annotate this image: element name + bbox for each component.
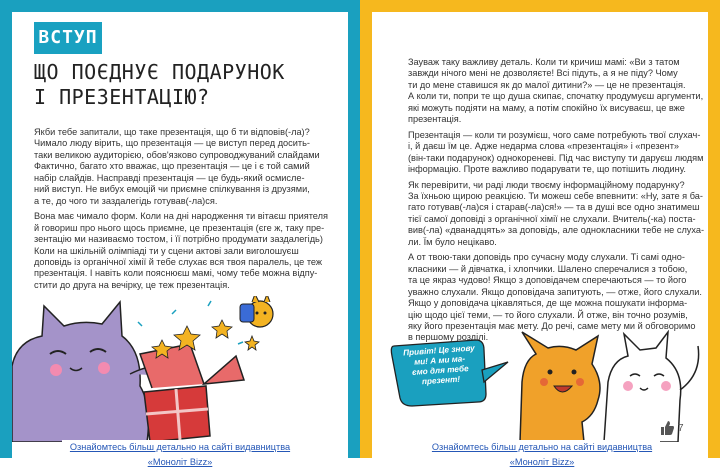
- bubble-line: Привіт! Це знову: [402, 343, 475, 358]
- text-line: Вона має чимало форм. Коли на дні народження ти вітаєш приятеля: [34, 211, 328, 222]
- text-line: набір слайдів. Насправді презентація — це будь-який осмисле-: [34, 172, 305, 183]
- section-tag: ВСТУП: [34, 22, 102, 54]
- text-line: ний виступ. Не вибух емоцій чи приємне спілкування із друзями,: [34, 184, 310, 195]
- text-line: Фактично, багато хто вважає, що презентація — це і є той самий: [34, 161, 310, 172]
- title-line-2: І ПРЕЗЕНТАЦІЮ?: [34, 85, 210, 109]
- small-cat-with-backpack: [240, 296, 273, 327]
- text-line: ли. Їм було нецікаво.: [408, 236, 497, 247]
- text-line: вив(-ла) «дванадцять» за доповідь, але однокласники тебе не слуха-: [408, 225, 705, 236]
- bubble-line: ми! А ми ма-: [413, 354, 466, 367]
- text-line: Коли на шкільній олімпіаді ти у сцени актові зали виголошуєш: [34, 245, 299, 256]
- text-line: таки великою аудиторією, обов'язково супроводжуваний слайдами: [34, 149, 320, 160]
- bubble-line: презент!: [421, 374, 461, 387]
- text-line: доповідь із органічної хімії й тебе слухає вся твоя паралель, це теж: [34, 256, 323, 267]
- text-line: уважно слухали. Якщо доповідача запитують, — отже, його слухали.: [408, 286, 702, 297]
- text-line: А коли ти, попри те що душа скипає, спочатку продумуєш аргументи,: [408, 91, 704, 102]
- text-line: і, й даєш їм це. Адже недарма слова «презентація» і «презент»: [408, 141, 680, 152]
- text-line: Якщо у доповідача цікавляться, де ще можна пошукати інформа-: [408, 298, 688, 309]
- text-line: гато готував(-ла)ся і старав(-ла)ся!» — та в душі все одно знатимеш: [408, 202, 700, 213]
- page-number: 7: [678, 423, 684, 434]
- text-line: А от твою-таки доповідь про сучасну моду слухали. Ті самі одно-: [408, 252, 685, 263]
- text-line: цію щодо цієї теми, — то його слухали. Й отже, він точно розумів,: [408, 309, 688, 320]
- text-line: стити до друга на вечірку, це теж презентація.: [34, 279, 230, 290]
- text-line: а те, до чого ти заздалегідь готував(-ла)ся.: [34, 195, 218, 206]
- yellow-dog: [520, 332, 600, 442]
- left-footer-link[interactable]: Ознайомтесь більш детально на сайті видавництва «Моноліт Bizz»: [62, 440, 298, 455]
- text-line: презентація. І навіть коли пояснюєш мамі, чому тебе можна відпу-: [34, 268, 318, 279]
- text-line: зентацію ми називаємо тостом, і її потрібно продумати заздалегідь): [34, 234, 323, 245]
- text-line: Як перевірити, чи раді люди твоєму інформаційному подарунку?: [408, 179, 685, 190]
- right-paragraph-3: [408, 180, 708, 249]
- text-line: Якби тебе запитали, що таке презентація, що б ти відповів(-ла)?: [34, 127, 310, 137]
- left-body: [34, 127, 334, 295]
- text-line: Презентація — коли ти розумієш, чого саме потребують твої слухач-: [408, 129, 701, 140]
- text-line: яку його презентація має мету. До речі, саме мету ми й обговоримо: [408, 320, 696, 331]
- text-line: Чимало люду вірить, що презентація — це виступ перед досить-: [34, 138, 310, 149]
- right-paragraph-2: [408, 130, 708, 176]
- text-line: тієї самої доповіді з органічної хімії не слухали. Вчитель(-ка) поста-: [408, 213, 696, 224]
- text-line: презентація.: [408, 114, 462, 125]
- title-line-1: ЩО ПОЄДНУЄ ПОДАРУНОК: [34, 60, 285, 84]
- left-paragraph-1: [34, 127, 334, 207]
- text-line: (він-таки подарунок) однокореневі. Під час виступу ти даруєш людям: [408, 152, 704, 163]
- text-line: та це якраз чудово! Якщо з доповідачем сперечаються — то його: [408, 275, 687, 286]
- white-cat: [604, 332, 699, 442]
- text-line: які можуть подіяти на маму, а потім спокійно їх висуваєш, це вже: [408, 102, 685, 113]
- right-paragraph-1: [408, 57, 708, 126]
- thumbs-up-icon: [659, 420, 675, 436]
- text-line: ти до мене ставишся як до малої дитини?» — це не презентація.: [408, 79, 686, 90]
- right-body: [408, 57, 708, 348]
- cat-gift-illustration: [12, 296, 348, 442]
- text-line: За їхньою щирою реакцією. Ти можеш себе впевнити: «Ну, зате я ба-: [408, 190, 703, 201]
- page-title: [34, 60, 324, 110]
- bubble-line: ємо для тебе: [411, 364, 469, 377]
- text-line: інформацію. Проте важливо подарувати те, що потішить людину.: [408, 164, 686, 175]
- right-footer-link[interactable]: Ознайомтесь більш детально на сайті видавництва «Моноліт Bizz»: [424, 440, 660, 455]
- left-paragraph-2: [34, 211, 334, 291]
- speech-bubble-text: [397, 343, 484, 389]
- text-line: завжди нічого мені не дозволяєте! Всі підуть, а я не піду? Чому: [408, 68, 678, 79]
- text-line: в першому розділі.: [408, 332, 489, 343]
- text-line: класники — й дівчатка, і хлопчики. Шалено сперечалися з тобою,: [408, 263, 688, 274]
- text-line: Зауваж таку важливу деталь. Коли ти кричиш мамі: «Ви з татом: [408, 57, 680, 67]
- text-line: й говориш про нього щось приємне, це презентація (єге ж, таку пре-: [34, 222, 325, 233]
